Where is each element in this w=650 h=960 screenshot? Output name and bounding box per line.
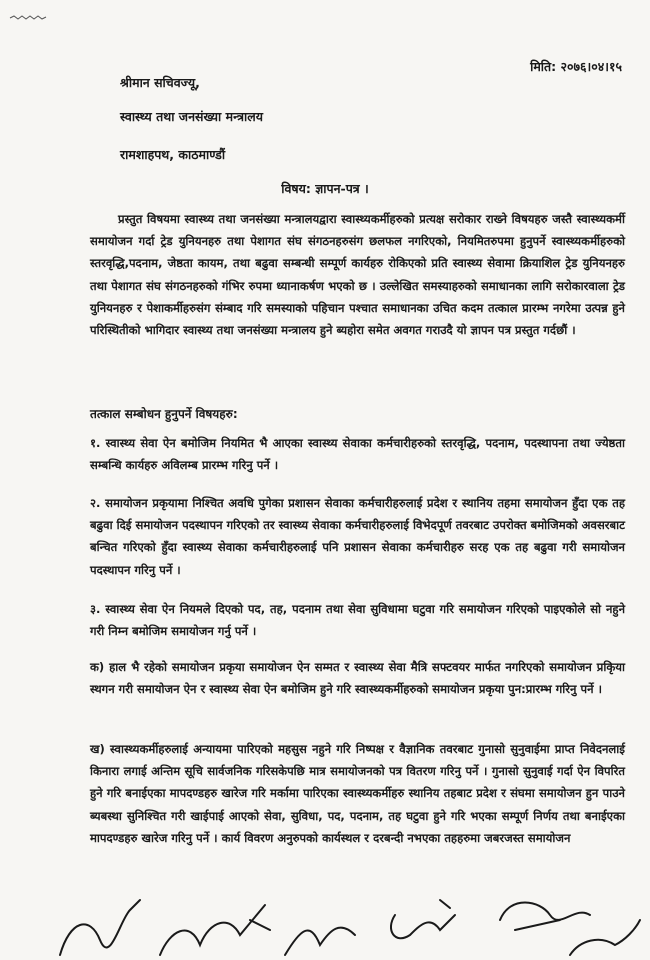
corner-mark (8, 10, 48, 26)
signature-4 (391, 900, 455, 938)
demand-item-1: १. स्वास्थ्य सेवा ऐन बमोजिम नियमित भै आएका स्वास्थ्य सेवाका कर्मचारीहरुको स्तरवृद्धि, पदनाम, पदस्थापना तथा ज्येष्ठता सम्बन्धि कार्यहरु अविलम्ब प्रारम्भ गरिनु पर्ने । (90, 436, 625, 473)
signature-3 (285, 928, 355, 955)
recipient-address: रामशाहपथ, काठमाण्डौं (120, 147, 226, 162)
recipient-ministry: स्वास्थ्य तथा जनसंख्या मन्त्रालय (120, 109, 264, 124)
signature-2 (160, 905, 270, 955)
demand-item-3b: ख) स्वास्थ्यकर्मीहरुलाई अन्यायमा पारिएको महसुस नहुने गरि निष्पक्ष र वैज्ञानिक तवरबाट गुनासो सुनुवाईमा प्राप्त निवेदनलाई किनारा लगाई अन्तिम सूचि सार्वजनिक गरिसकेपछि मात्र समायोजनको पत्र वितरण गरिनु पर्ने । गुनासो सुनुवाई गर्दा ऐन विपरित हुने गरि बनाईएका मापदण्डहरु खारेज गरि मर्कामा पारिएका स्वास्थ्यकर्मीहरु स्थानिय तहबाट प्रदेश र संघमा समायोजन हुन पाउने ब्यबस्था सुनिश्चित गरी खाईपाई आएको सेवा, सुविधा, पद, पदनाम, तह घटुवा हुने गरि भएका सम्पूर्ण निर्णय तथा बनाईएका मापदण्डहरु खारेज गरिनु पर्ने । कार्य विवरण अनुरुपको कार्यस्थल र दरबन्दी नभएका तहहरुमा जबरजस्त समायोजन (90, 742, 625, 845)
signature-5 (500, 903, 590, 931)
demands-heading: तत्काल सम्बोधन हुनुपर्ने विषयहरु: (90, 407, 238, 421)
demand-item-2: २. समायोजन प्रकृयामा निश्चित अवधि पुगेका प्रशासन सेवाका कर्मचारीहरुलाई प्रदेश र स्थानिय तहमा समायोजन हुँदा एक तह बढुवा दिई समायोजन पदस्थापन गरिएको तर स्वास्थ्य सेवाका कर्मचारीहरुलाई विभेदपूर्ण तवरबाट उपरोक्त बमोजिमको अवसरबाट बन्चित गरिएको हुँदा स्वास्थ्य सेवाका कर्मचारीहरुलाई पनि प्रशासन सेवाका कर्मचारीहरु सरह एक तह बढुवा गरी समायोजन पदस्थापन गरिनु पर्ने । (90, 496, 625, 577)
signature-6 (570, 920, 640, 955)
demand-item-3a: क) हाल भै रहेको समायोजन प्रकृया समायोजन ऐन सम्मत र स्वास्थ्य सेवा मैत्रि सफ्टवयर मार्फत नगरिएको समायोजन प्रकृिया स्थगन गरी समायोजन ऐन र स्वास्थ्य सेवा ऐन बमोजिम हुने गरि स्वास्थ्यकर्मीहरुको समायोजन प्रकृया पुन:प्रारम्भ गरिनु पर्ने । (90, 660, 625, 697)
recipient-title: श्रीमान सचिवज्यू, (120, 75, 200, 90)
subject-line: विषय: ज्ञापन-पत्र । (281, 181, 369, 196)
body-paragraph: प्रस्तुत विषयमा स्वास्थ्य तथा जनसंख्या मन्त्रालयद्वारा स्वास्थ्यकर्मीहरुको प्रत्यक्ष सरोकार राख्ने विषयहरु जस्तै स्वास्थ्यकर्मी समायोजन गर्दा ट्रेड युनियनहरु तथा पेशागत संघ संगठनहरुसंग छलफल नगरिएको, नियमितरुपमा हुनुपर्ने स्वास्थ्यकर्मीहरुको स्तरवृद्धि,पदनाम, जेष्ठता कायम, तथा बढुवा सम्बन्धी सम्पूर्ण कार्यहरु रोकिएको प्रति स्वास्थ्य सेवामा क्रियाशिल ट्रेड युनियनहरु तथा पेशागत संघ संगठनहरुको गंभिर रुपमा ध्यानाकर्षण भएको छ । उल्लेखित समस्याहरुको समाधानका लागि सरोकारवाला ट्रेड युनियनहरु र पेशाकर्मीहरुसंग संम्बाद गरि समस्याको पहिचान पश्चात समाधानका उचित कदम तत्काल प्रारम्भ नगरेमा उत्पन्न हुने परिस्थितीको भागिदार स्वास्थ्य तथा जनसंख्या मन्त्रालय हुने ब्यहोरा समेत अवगत गराउदै यो ज्ञापन पत्र प्रस्तुत गर्दछौं । (90, 212, 625, 338)
demand-item-3: ३. स्वास्थ्य सेवा ऐन नियमले दिएको पद, तह, पदनाम तथा सेवा सुविधामा घटुवा गरि समायोजन गरिएको पाइएकोले सो नहुने गरी निम्न बमोजिम समायोजन गर्नु पर्ने । (90, 602, 625, 639)
signatures (0, 860, 650, 960)
signature-1 (60, 900, 140, 955)
date-line: मिति: २०७६।०४।१५ (530, 59, 622, 74)
